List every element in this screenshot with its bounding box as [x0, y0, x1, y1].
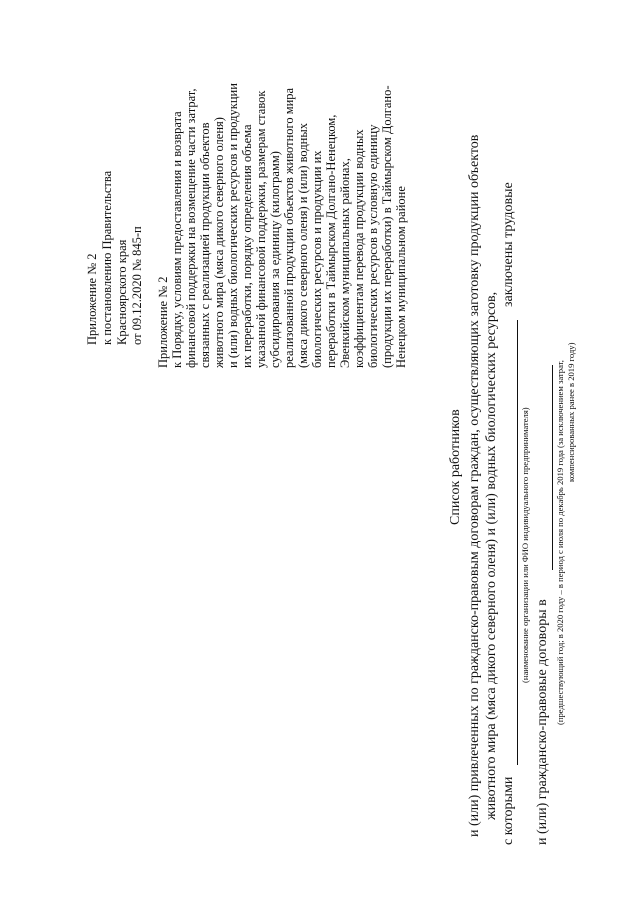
document-title: Список работников — [448, 409, 463, 525]
period-caption-2: компенсированных ранее в 2019 году) — [566, 342, 576, 482]
appendix-decree-line: Красноярского края — [115, 239, 129, 345]
appendix-procedure-line: (мяса дикого северного оленя) и (или) водных — [296, 122, 310, 368]
appendix-procedure-line: субсидирования за единицу (килограмм) — [268, 151, 282, 368]
appendix-procedure-line: Эвенкийском муниципальных районах, — [338, 158, 352, 368]
appendix-procedure-line: и (или) водных биологических ресурсов и продукции — [226, 83, 240, 368]
heading-line-1: и (или) привлеченных по гражданско-правовым договорам граждан, осуществляющих заготовку продукции объектов — [467, 134, 482, 837]
appendix-procedure-line: биологических ресурсов и продукции их — [310, 150, 324, 368]
appendix-procedure-line: коэффициентам перевода продукции водных — [352, 129, 366, 368]
appendix-decree-line: к постановлению Правительства — [100, 170, 114, 345]
appendix-procedure-line: Ненецком муниципальном районе — [394, 186, 408, 368]
appendix-procedure-line: реализованной продукции объектов животного мира — [282, 87, 296, 368]
appendix-procedure-line: указанной финансовой поддержки, размерам ставок — [254, 90, 268, 368]
appendix-procedure-line: связанных с реализацией продукции объектов — [198, 122, 212, 368]
heading-line-4: и (или) гражданско-правовые договоры в — [535, 599, 550, 845]
appendix-procedure-line: их переработки, порядку определения объема — [240, 124, 254, 368]
heading-line-3-left: с которыми — [501, 776, 516, 845]
appendix-procedure-line: к Порядку, условиям предоставления и возврата — [170, 111, 184, 368]
appendix-procedure-line: (продукции их переработки) в Таймырском Долгано- — [380, 85, 394, 368]
period-caption-1: (предшествующий год; в 2020 году – в период с июля по декабрь 2019 года (за исключением затрат, — [555, 360, 565, 725]
appendix-procedure-line: биологических ресурсов в условную единицу — [366, 124, 380, 368]
appendix-decree-line: Приложение № 2 — [85, 253, 99, 345]
heading-line-2: животного мира (мяса дикого северного оленя) и (или) водных биологических ресурсов, — [484, 291, 499, 820]
appendix-procedure-line: Приложение № 2 — [156, 276, 170, 368]
org-name-blank — [517, 320, 518, 765]
period-blank — [552, 365, 553, 570]
heading-line-3-right: заключены трудовые — [501, 182, 516, 307]
appendix-procedure-line: животного мира (мяса дикого северного оленя) — [212, 117, 226, 368]
org-caption: (наименование организации или ФИО индивидуального предпринимателя) — [520, 407, 530, 683]
appendix-procedure-line: финансовой поддержки на возмещение части затрат, — [184, 88, 198, 368]
appendix-procedure-line: переработки в Таймырском Долгано-Ненецком, — [324, 114, 338, 368]
appendix-decree-line: от 09.12.2020 № 845-п — [130, 226, 144, 345]
